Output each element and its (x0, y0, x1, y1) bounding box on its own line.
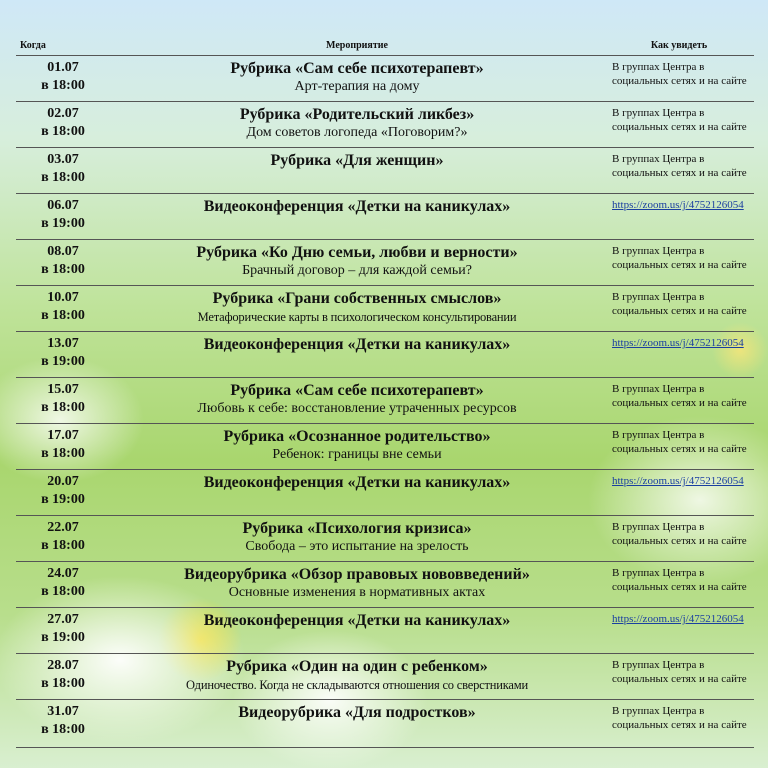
event-cell (110, 424, 604, 470)
event-cell (110, 516, 604, 562)
event-date: 02.07 (47, 106, 79, 121)
social-groups-text: В группах Центра в социальных сетях и на сайте (612, 567, 747, 593)
event-time: в 18:00 (41, 676, 85, 691)
event-date: 28.07 (47, 658, 79, 673)
event-title: Рубрика «Сам себе психотерапевт» (230, 60, 484, 77)
event-date: 06.07 (47, 198, 79, 213)
event-time: в 18:00 (41, 308, 85, 323)
event-title: Рубрика «Осознанное родительство» (223, 428, 491, 445)
event-time: в 18:00 (41, 538, 85, 553)
social-groups-text: В группах Центра в социальных сетях и на сайте (612, 659, 747, 685)
how-cell (604, 102, 754, 148)
table-row (16, 56, 754, 102)
schedule-wrapper (16, 36, 754, 748)
event-title: Рубрика «Психология кризиса» (242, 520, 472, 537)
event-title: Рубрика «Грани собственных смыслов» (212, 290, 502, 307)
event-time: в 18:00 (41, 170, 85, 185)
event-subtitle: Любовь к себе: восстановление утраченных ресурсов (197, 401, 517, 416)
how-cell (604, 562, 754, 608)
event-time: в 18:00 (41, 400, 85, 415)
event-title: Рубрика «Один на один с ребенком» (226, 658, 488, 675)
event-cell (110, 102, 604, 148)
table-row (16, 654, 754, 700)
event-time: в 19:00 (41, 354, 85, 369)
event-date: 24.07 (47, 566, 79, 581)
event-cell (110, 332, 604, 378)
social-groups-text: В группах Центра в социальных сетях и на сайте (612, 521, 747, 547)
table-row (16, 608, 754, 654)
social-groups-text: В группах Центра в социальных сетях и на сайте (612, 107, 747, 133)
event-date: 15.07 (47, 382, 79, 397)
event-time: в 18:00 (41, 124, 85, 139)
event-time: в 19:00 (41, 492, 85, 507)
event-title: Рубрика «Ко Дню семьи, любви и верности» (196, 244, 518, 261)
event-date: 27.07 (47, 612, 79, 627)
zoom-link[interactable]: https://zoom.us/j/4752126054 (612, 613, 744, 625)
date-cell (16, 286, 110, 332)
event-title: Видеоконференция «Детки на каникулах» (203, 474, 511, 491)
social-groups-text: В группах Центра в социальных сетях и на сайте (612, 705, 747, 731)
header-how: Как увидеть (604, 36, 754, 56)
date-cell (16, 516, 110, 562)
event-cell (110, 654, 604, 700)
date-cell (16, 424, 110, 470)
event-time: в 18:00 (41, 446, 85, 461)
date-cell (16, 608, 110, 654)
event-date: 03.07 (47, 152, 79, 167)
event-time: в 18:00 (41, 262, 85, 277)
how-cell (604, 240, 754, 286)
social-groups-text: В группах Центра в социальных сетях и на сайте (612, 429, 747, 455)
event-cell (110, 240, 604, 286)
event-cell (110, 148, 604, 194)
event-date: 31.07 (47, 704, 79, 719)
how-cell (604, 148, 754, 194)
event-subtitle: Свобода – это испытание на зрелость (245, 539, 469, 554)
header-event: Мероприятие (110, 36, 604, 56)
event-cell (110, 608, 604, 654)
date-cell (16, 378, 110, 424)
table-row (16, 148, 754, 194)
event-title: Видеоконференция «Детки на каникулах» (203, 612, 511, 629)
event-subtitle: Метафорические карты в психологическом консультировании (197, 310, 517, 324)
event-date: 08.07 (47, 244, 79, 259)
date-cell (16, 148, 110, 194)
event-cell (110, 700, 604, 748)
event-title: Рубрика «Родительский ликбез» (239, 106, 475, 123)
event-date: 10.07 (47, 290, 79, 305)
how-cell (604, 654, 754, 700)
event-cell (110, 194, 604, 240)
date-cell (16, 470, 110, 516)
header-date: Когда (16, 36, 110, 56)
table-row (16, 194, 754, 240)
zoom-link[interactable]: https://zoom.us/j/4752126054 (612, 199, 744, 211)
how-cell (604, 56, 754, 102)
event-cell (110, 286, 604, 332)
event-subtitle: Дом советов логопеда «Поговорим?» (246, 125, 468, 140)
date-cell (16, 194, 110, 240)
event-title: Видеоконференция «Детки на каникулах» (203, 336, 511, 353)
how-cell (604, 424, 754, 470)
table-row (16, 102, 754, 148)
event-time: в 19:00 (41, 630, 85, 645)
table-row (16, 332, 754, 378)
table-row (16, 240, 754, 286)
event-date: 13.07 (47, 336, 79, 351)
table-row (16, 424, 754, 470)
date-cell (16, 562, 110, 608)
table-row (16, 378, 754, 424)
event-title: Рубрика «Для женщин» (270, 152, 444, 169)
social-groups-text: В группах Центра в социальных сетях и на сайте (612, 61, 747, 87)
how-cell (604, 332, 754, 378)
event-subtitle: Арт-терапия на дому (294, 79, 420, 94)
event-subtitle: Основные изменения в нормативных актах (228, 585, 486, 600)
table-row (16, 516, 754, 562)
date-cell (16, 56, 110, 102)
event-time: в 18:00 (41, 78, 85, 93)
how-cell (604, 516, 754, 562)
date-cell (16, 700, 110, 748)
social-groups-text: В группах Центра в социальных сетях и на сайте (612, 153, 747, 179)
how-cell (604, 700, 754, 748)
how-cell (604, 378, 754, 424)
event-title: Рубрика «Сам себе психотерапевт» (230, 382, 484, 399)
event-time: в 18:00 (41, 722, 85, 737)
event-subtitle: Ребенок: границы вне семьи (272, 447, 442, 462)
date-cell (16, 102, 110, 148)
zoom-link[interactable]: https://zoom.us/j/4752126054 (612, 475, 744, 487)
event-cell (110, 378, 604, 424)
table-row (16, 286, 754, 332)
how-cell (604, 194, 754, 240)
event-title: Видеоконференция «Детки на каникулах» (203, 198, 511, 215)
date-cell (16, 654, 110, 700)
table-row (16, 562, 754, 608)
event-date: 20.07 (47, 474, 79, 489)
table-row (16, 700, 754, 748)
date-cell (16, 240, 110, 286)
event-subtitle: Одиночество. Когда не складываются отношения со сверстниками (186, 678, 528, 692)
how-cell (604, 608, 754, 654)
event-title: Видеорубрика «Обзор правовых нововведений» (184, 566, 530, 583)
table-header-row (16, 36, 754, 56)
table-row (16, 470, 754, 516)
event-title: Видеорубрика «Для подростков» (238, 704, 476, 721)
event-date: 01.07 (47, 60, 79, 75)
event-subtitle: Брачный договор – для каждой семьи? (242, 263, 472, 278)
social-groups-text: В группах Центра в социальных сетях и на сайте (612, 291, 747, 317)
event-cell (110, 562, 604, 608)
social-groups-text: В группах Центра в социальных сетях и на сайте (612, 383, 747, 409)
schedule-table (16, 36, 754, 748)
how-cell (604, 286, 754, 332)
event-time: в 18:00 (41, 584, 85, 599)
event-time: в 19:00 (41, 216, 85, 231)
how-cell (604, 470, 754, 516)
event-cell (110, 56, 604, 102)
social-groups-text: В группах Центра в социальных сетях и на сайте (612, 245, 747, 271)
date-cell (16, 332, 110, 378)
event-date: 17.07 (47, 428, 79, 443)
event-cell (110, 470, 604, 516)
zoom-link[interactable]: https://zoom.us/j/4752126054 (612, 337, 744, 349)
event-date: 22.07 (47, 520, 79, 535)
